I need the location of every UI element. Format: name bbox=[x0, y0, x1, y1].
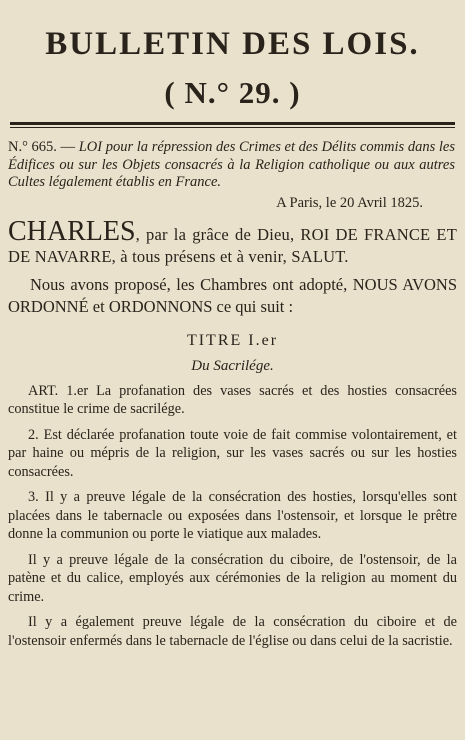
law-date: A Paris, le 20 Avril 1825. bbox=[276, 194, 423, 211]
titre-subheading: Du Sacrilége. bbox=[191, 357, 274, 374]
law-heading bbox=[8, 139, 457, 192]
thin-rule bbox=[10, 127, 455, 128]
article-3-paragraph-2: Il y a preuve légale de la consécration du ciboire, de l'ostensoir, de la patène et du calice, employés aux cérémonies de la religion au moment du crime. bbox=[8, 551, 457, 605]
law-number: N.° 665. — bbox=[8, 139, 76, 155]
article-1: ART. 1.er La profanation des vases sacrés et des hosties consacrées constitue le crime de sacrilége. bbox=[8, 382, 457, 417]
article-3-paragraph-3: Il y a également preuve légale de la consécration du ciboire et de l'ostensoir enfermés dans le tabernacle de l'église ou dans celui de la sacristie. bbox=[8, 614, 457, 649]
article-2: 2. Est déclarée profanation toute voie de fait commise volontairement, et par haine ou mépris de la religion, sur les vases sacrés ou sur les hosties consacrées. bbox=[8, 426, 457, 480]
titre-heading: TITRE I.er bbox=[186, 331, 279, 349]
bulletin-masthead: BULLETIN DES LOIS. bbox=[45, 26, 420, 62]
issue-number: ( N.° 29. ) bbox=[164, 75, 301, 110]
preamble-initial: CHARLES bbox=[8, 215, 136, 247]
preamble-text: , par la grâce de Dieu, ROI DE FRANCE ET DE NAVARRE, à tous présens et à venir, SALUT. bbox=[8, 224, 457, 266]
header-rule bbox=[10, 122, 455, 128]
law-title: LOI pour la répression des Crimes et des Délits commis dans les Édifices ou sur les Objets consacrés à la Religion catholique ou aux autres Cultes légalement établis en France. bbox=[8, 139, 455, 190]
royal-preamble bbox=[8, 215, 457, 268]
enacting-formula: Nous avons proposé, les Chambres ont adopté, NOUS AVONS ORDONNÉ et ORDONNONS ce qui suit : bbox=[8, 274, 457, 316]
article-3: 3. Il y a preuve légale de la consécration des hosties, lorsqu'elles sont placées dans le tabernacle ou exposées dans l'ostensoir, et lorsque le prêtre donne la communion ou porte le viatique aux malades. bbox=[8, 489, 457, 542]
thick-rule bbox=[10, 122, 455, 125]
